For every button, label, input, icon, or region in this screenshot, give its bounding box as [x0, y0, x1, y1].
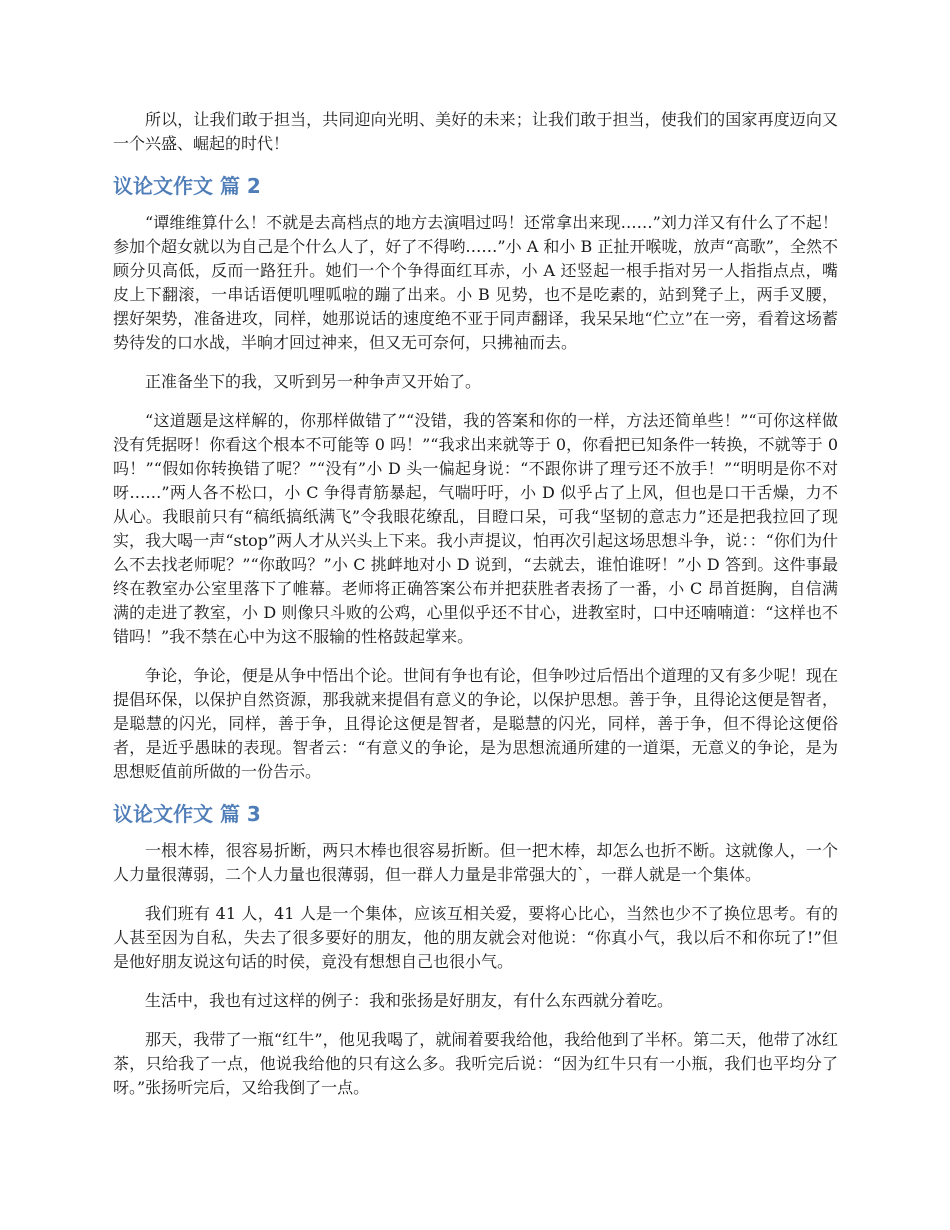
body-paragraph: 我们班有 41 人，41 人是一个集体，应该互相关爱，要将心比心，当然也少不了换位思考。有的人甚至因为自私，失去了很多要好的朋友，他的朋友就会对他说：“你真小气，我以后不和你玩了!”但是他好朋友说这句话的时侯，竟没有想想自己也很小气。 — [113, 904, 838, 971]
intro-paragraph: 所以，让我们敢于担当，共同迎向光明、美好的未来；让我们敢于担当，使我们的国家再度迈向又一个兴盛、崛起的时代！ — [113, 110, 838, 153]
section-heading: 议论文作文 篇 2 — [113, 174, 261, 198]
body-paragraph: 那天，我带了一瓶“红牛”，他见我喝了，就闹着要我给他，我给他到了半杯。第二天，他带了冰红茶，只给我了一点，他说我给他的只有这么多。我听完后说：“因为红牛只有一小瓶，我们也平均分了呀。”张扬听完后，又给我倒了一点。 — [113, 1030, 838, 1097]
body-paragraph: 争论，争论，便是从争中悟出个论。世间有争也有论，但争吵过后悟出个道理的又有多少呢！现在提倡环保，以保护自然资源，那我就来提倡有意义的争论，以保护思想。善于争，且得论这便是智者，是聪慧的闪光，同样，善于争，且得论这便是智者，是聪慧的闪光，同样，善于争，但不得论这便俗者，是近乎愚昧的表现。智者云：“有意义的争论，是为思想流通所建的一道渠，无意义的争论，是为思想贬值前所做的一份告示。 — [113, 666, 838, 781]
body-paragraph: 生活中，我也有过这样的例子：我和张扬是好朋友，有什么东西就分着吃。 — [145, 991, 674, 1010]
section-heading: 议论文作文 篇 3 — [113, 802, 261, 826]
body-paragraph: 正准备坐下的我，又听到另一种争声又开始了。 — [145, 372, 482, 391]
body-paragraph: 一根木棒，很容易折断，两只木棒也很容易折断。但一把木棒，却怎么也折不断。这就像人，一个人力量很薄弱，二个人力量也很薄弱，但一群人力量是非常强大的`，一群人就是一个集体。 — [113, 841, 838, 884]
body-paragraph: “这道题是这样解的，你那样做错了”“没错，我的答案和你的一样，方法还简单些！”“可你这样做没有凭据呀！你看这个根本不可能等 0 吗！”“我求出来就等于 0，你看把已知条件一转换，不就等于 0 吗！”“假如你转换错了呢？”“没有”小 D 头一偏起身说：“不跟你讲了理亏还不放手！”“明明是你不对呀……”两人各不松口，小 C 争得青筋暴起，气喘吁吁，小 D 似乎占了上风，但也是口干舌燥，力不从心。我眼前只有“稿纸搞纸满飞”令我眼花缭乱，目瞪口呆，可我“坚韧的意志力”还是把我拉回了现实，我大喝一声“stop”两人才从兴头上下来。我小声提议，怕再次引起这场思想斗争，说：：“你们为什么不去找老师呢？”“你敢吗？”小 C 挑衅地对小 D 说到，“去就去，谁怕谁呀！”小 D 答到。这件事最终在教室办公室里落下了帷幕。老师将正确答案公布并把获胜者表扬了一番，小 C 昂首挺胸，自信满满的走进了教室，小 D 则像只斗败的公鸡，心里似乎还不甘心，进教室时，口中还喃喃道：“这样也不错吗！”我不禁在心中为这不服输的性格鼓起掌来。 — [113, 411, 838, 646]
body-paragraph: “谭维维算什么！不就是去高档点的地方去演唱过吗！还常拿出来现……”刘力洋又有什么了不起！参加个超女就以为自己是个什么人了，好了不得哟……”小 A 和小 B 正扯开喉咙，放声“高歌”，全然不顾分贝高低，反而一路狂升。她们一个个争得面红耳赤，小 A 还竖起一根手指对另一人指指点点，嘴皮上下翻滚，一串话语便叽哩呱啦的蹦了出来。小 B 见势，也不是吃素的，站到凳子上，两手叉腰，摆好架势，准备进攻，同样，她那说话的速度绝不亚于同声翻译，我呆呆地“伫立”在一旁，看着这场蓄势待发的口水战，半晌才回过神来，但又无可奈何，只拂袖而去。 — [113, 213, 838, 352]
document-page — [113, 108, 838, 1115]
